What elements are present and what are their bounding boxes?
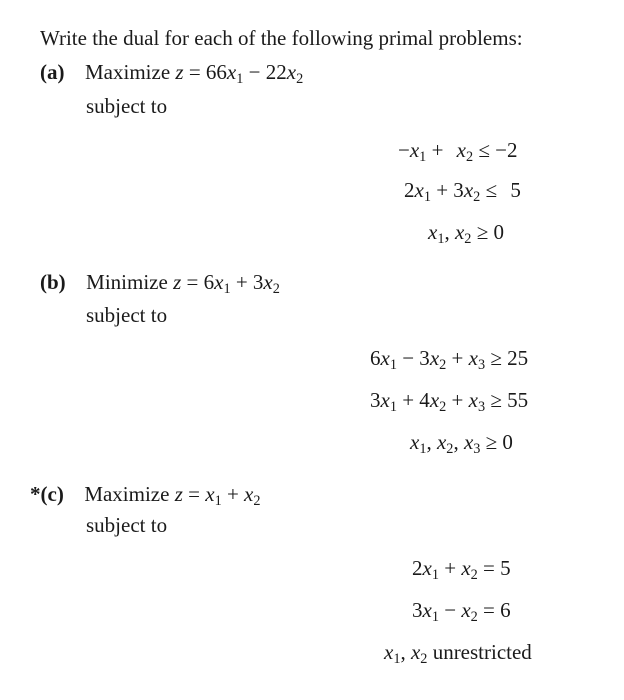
problem-b-constraint-1: $6x_1 - 3x_2 + x_3 \ge 25$	[370, 346, 529, 373]
problem-a-objective-line	[40, 60, 304, 87]
problem-c-objective: $z = x_1 + x_2$	[174, 482, 261, 509]
problem-c-unrestricted: $x_1$, $x_2$ unrestricted	[384, 640, 532, 667]
problem-a-nonnegativity: $x_1$, $x_2 \ge 0$	[428, 220, 504, 247]
problem-b-objective: $z = 6x_1 + 3x_2$	[173, 270, 280, 297]
problem-b-objective-word: Minimize	[86, 270, 168, 294]
problem-b-objective-line	[40, 270, 280, 297]
problem-c-objective-word: Maximize	[84, 482, 170, 506]
problem-a-objective-word: Maximize	[85, 60, 171, 84]
problem-b-nonnegativity: $x_1$, $x_2$, $x_3 \ge 0$	[410, 430, 513, 457]
problem-b-subject-to: subject to	[86, 303, 168, 327]
problem-b-label: (b)	[40, 270, 66, 294]
problem-c-subject-to: subject to	[86, 513, 168, 537]
instruction-text: Write the dual for each of the following primal problems:	[40, 26, 523, 50]
problem-c-constraint-1: $2x_1 + x_2 = 5$	[412, 556, 511, 583]
problem-c-objective-line	[30, 482, 261, 509]
problem-a-label: (a)	[40, 60, 65, 84]
problem-c-label: *(c)	[30, 482, 64, 506]
problem-a-subject-to: subject to	[86, 94, 168, 118]
problem-a-constraint-1: $-x_1 + x_2 \le -2$	[398, 138, 518, 165]
problem-c-constraint-2: $3x_1 - x_2 = 6$	[412, 598, 511, 625]
problem-a-constraint-2: $2x_1 + 3x_2 \le 5$	[404, 178, 521, 205]
problem-b-constraint-2: $3x_1 + 4x_2 + x_3 \ge 55$	[370, 388, 529, 415]
problem-a-objective: $z = 66x_1 - 22x_2$	[175, 60, 304, 87]
